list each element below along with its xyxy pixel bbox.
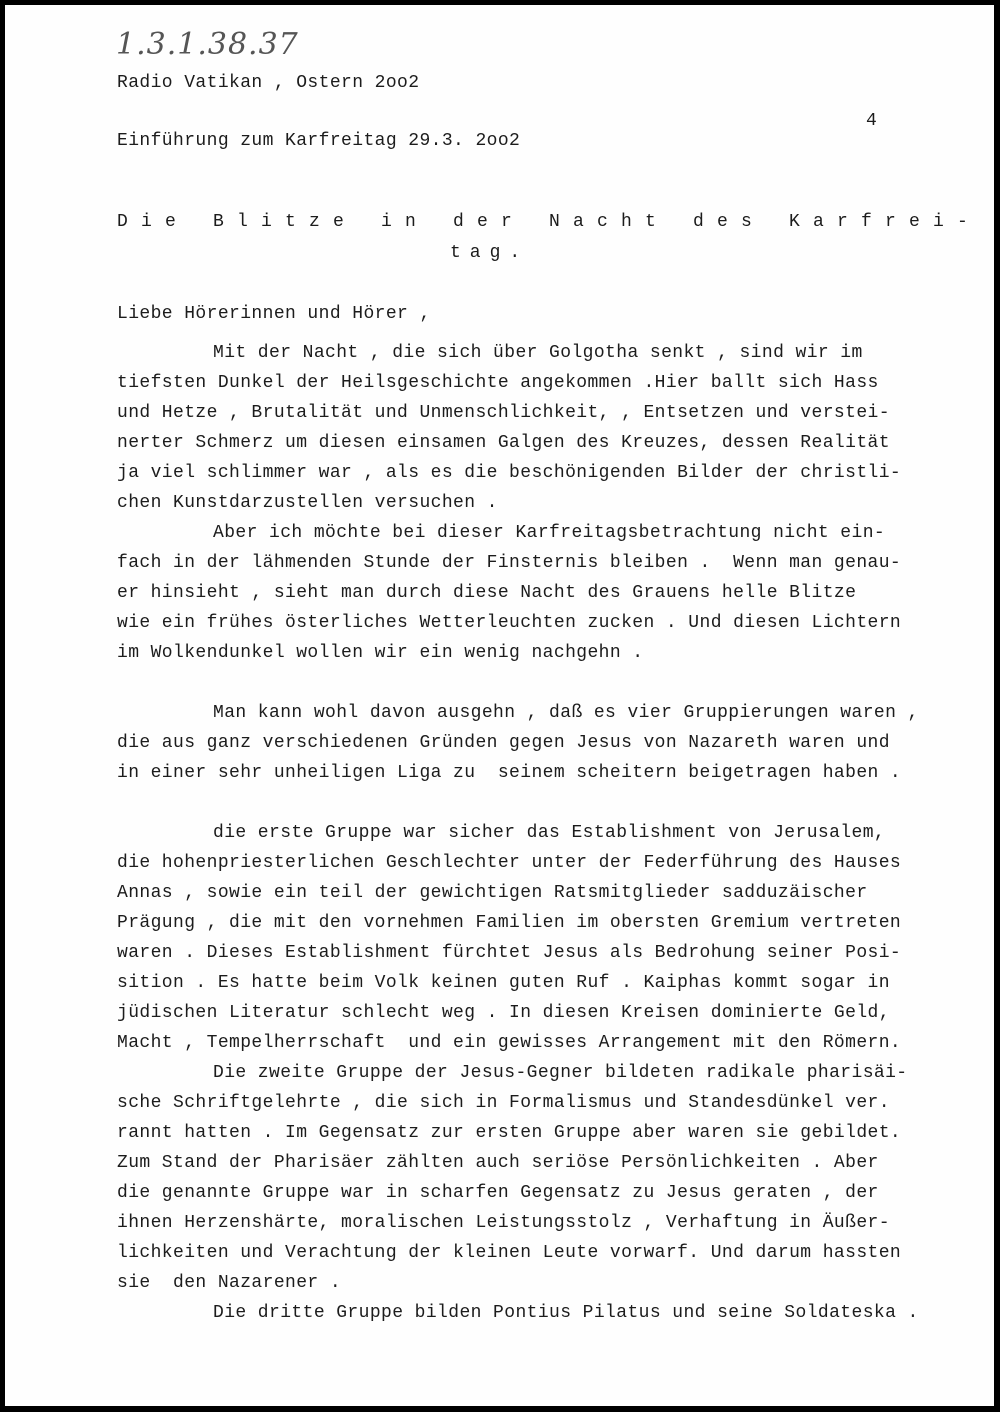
subtitle-line: Einführung zum Karfreitag 29.3. 2oo2 — [117, 131, 521, 151]
text-line: ja viel schlimmer war , als es die beschönigenden Bilder der christli- — [117, 463, 902, 483]
page-number: 4 — [866, 111, 877, 131]
text-line: Mit der Nacht , die sich über Golgotha senkt , sind wir im — [213, 343, 863, 363]
text-line: er hinsieht , sieht man durch diese Nacht des Grauens helle Blitze — [117, 583, 857, 603]
text-line: chen Kunstdarzustellen versuchen . — [117, 493, 498, 513]
title-line-2: tag. — [450, 243, 530, 263]
salutation: Liebe Hörerinnen und Hörer , — [117, 304, 431, 324]
title-line-1: Die Blitze in der Nacht des Karfrei- — [117, 212, 982, 232]
text-line: rannt hatten . Im Gegensatz zur ersten Gruppe aber waren sie gebildet. — [117, 1123, 902, 1143]
text-line: Die dritte Gruppe bilden Pontius Pilatus und seine Soldateska . — [213, 1303, 919, 1323]
text-line: tiefsten Dunkel der Heilsgeschichte angekommen .Hier ballt sich Hass — [117, 373, 879, 393]
text-line: die erste Gruppe war sicher das Establishment von Jerusalem, — [213, 823, 886, 843]
text-line: nerter Schmerz um diesen einsamen Galgen des Kreuzes, dessen Realität — [117, 433, 890, 453]
text-line: die hohenpriesterlichen Geschlechter unter der Federführung des Hauses — [117, 853, 902, 873]
header-line: Radio Vatikan , Ostern 2oo2 — [117, 73, 420, 93]
text-line: Aber ich möchte bei dieser Karfreitagsbetrachtung nicht ein- — [213, 523, 886, 543]
text-line: Macht , Tempelherrschaft und ein gewisses Arrangement mit den Römern. — [117, 1033, 902, 1053]
text-line: im Wolkendunkel wollen wir ein wenig nachgehn . — [117, 643, 644, 663]
text-line: in einer sehr unheiligen Liga zu seinem scheitern beigetragen haben . — [117, 763, 902, 783]
text-line: die genannte Gruppe war in scharfen Gegensatz zu Jesus geraten , der — [117, 1183, 879, 1203]
text-line: Annas , sowie ein teil der gewichtigen Ratsmitglieder sadduzäischer — [117, 883, 868, 903]
text-line: die aus ganz verschiedenen Gründen gegen Jesus von Nazareth waren und — [117, 733, 890, 753]
text-line: fach in der lähmenden Stunde der Finsternis bleiben . Wenn man genau- — [117, 553, 902, 573]
text-line: und Hetze , Brutalität und Unmenschlichkeit, , Entsetzen und verstei- — [117, 403, 890, 423]
text-line: Prägung , die mit den vornehmen Familien im obersten Gremium vertreten — [117, 913, 902, 933]
text-line: wie ein frühes österliches Wetterleuchten zucken . Und diesen Lichtern — [117, 613, 902, 633]
text-line: jüdischen Literatur schlecht weg . In diesen Kreisen dominierte Geld, — [117, 1003, 890, 1023]
text-line: Die zweite Gruppe der Jesus-Gegner bildeten radikale pharisäi- — [213, 1063, 908, 1083]
text-line: sition . Es hatte beim Volk keinen guten Ruf . Kaiphas kommt sogar in — [117, 973, 890, 993]
text-line: sie den Nazarener . — [117, 1273, 342, 1293]
text-line: ihnen Herzenshärte, moralischen Leistungsstolz , Verhaftung in Äußer- — [117, 1213, 890, 1233]
text-line: sche Schriftgelehrte , die sich in Formalismus und Standesdünkel ver. — [117, 1093, 890, 1113]
text-line: waren . Dieses Establishment fürchtet Jesus als Bedrohung seiner Posi- — [117, 943, 902, 963]
document-page — [5, 5, 994, 1406]
text-line: Zum Stand der Pharisäer zählten auch seriöse Persönlichkeiten . Aber — [117, 1153, 879, 1173]
archive-number: 1.3.1.38.37 — [116, 27, 299, 62]
text-line: Man kann wohl davon ausgehn , daß es vier Gruppierungen waren , — [213, 703, 919, 723]
text-line: lichkeiten und Verachtung der kleinen Leute vorwarf. Und darum hassten — [117, 1243, 902, 1263]
